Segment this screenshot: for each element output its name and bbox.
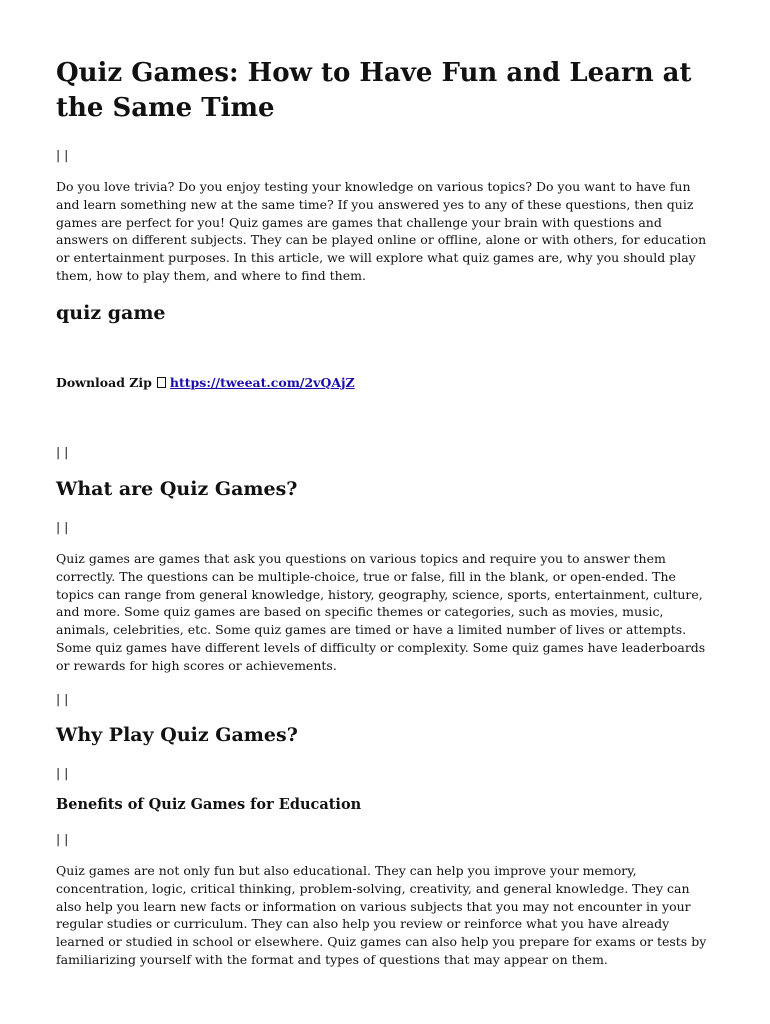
benefits-paragraph: Quiz games are not only fun but also educational. They can help you improve your memory, concentration, logic, critical thinking, problem-solving, creativity, and general knowledge. They can also help you learn new facts or information on various subjects that you may not encounter in your regular studies or curriculum. They can also help you review or reinforce what you have already learned or studied in school or elsewhere. Quiz games can also help you prepare for exams or tests by familiarizing yourself with the format and types of questions that may appear on them. bbox=[56, 863, 707, 967]
intro-paragraph: Do you love trivia? Do you enjoy testing your knowledge on various topics? Do you want to have fun and learn something new at the same time? If you answered yes to any of these questions, then quiz games are perfect for you! Quiz games are games that challenge your brain with questions and answers on different subjects. They can be played online or offline, alone or with others, for education or entertainment purposes. In this article, we will explore what quiz games are, why you should play them, how to play them, and where to find them. bbox=[56, 179, 707, 283]
missing-glyph-icon bbox=[157, 377, 166, 388]
page-title: Quiz Games: How to Have Fun and Learn at the Same Time bbox=[56, 58, 692, 123]
section-heading-why: Why Play Quiz Games? bbox=[56, 724, 298, 746]
keyword-heading: quiz game bbox=[56, 302, 166, 324]
separator: | | bbox=[56, 691, 69, 706]
download-label: Download Zip bbox=[56, 375, 152, 390]
separator: | | bbox=[56, 765, 69, 780]
separator: | | bbox=[56, 147, 69, 162]
download-line bbox=[56, 374, 355, 391]
what-paragraph: Quiz games are games that ask you questions on various topics and require you to answer them correctly. The questions can be multiple-choice, true or false, fill in the blank, or open-ended. The topics can range from general knowledge, history, geography, science, sports, entertainment, culture, and more. Some quiz games are based on specific themes or categories, such as movies, music, animals, celebrities, etc. Some quiz games are timed or have a limited number of lives or attempts. Some quiz games have different levels of difficulty or complexity. Some quiz games have leaderboards or rewards for high scores or achievements. bbox=[56, 551, 706, 673]
section-heading-what: What are Quiz Games? bbox=[56, 478, 298, 500]
subheading-benefits-education: Benefits of Quiz Games for Education bbox=[56, 796, 362, 813]
separator: | | bbox=[56, 831, 69, 846]
download-link[interactable]: https://tweeat.com/2vQAjZ bbox=[169, 375, 355, 390]
separator: | | bbox=[56, 519, 69, 534]
separator: | | bbox=[56, 444, 69, 459]
